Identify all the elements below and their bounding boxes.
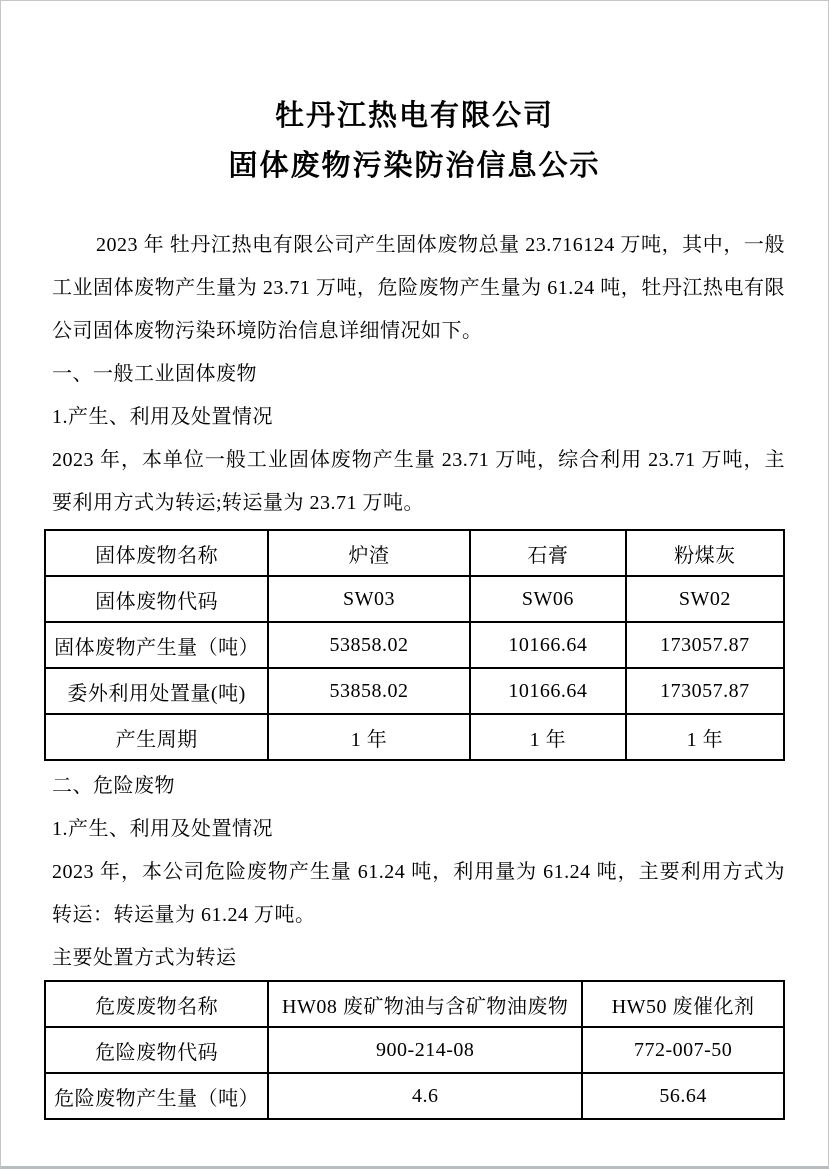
section2-subheading: 1.产生、利用及处置情况 — [52, 818, 273, 840]
hazardous-waste-table — [44, 980, 785, 1120]
document-title-line1: 牡丹江热电有限公司 — [274, 100, 554, 132]
table-row — [45, 668, 784, 714]
value-cell: 粉煤灰 — [626, 530, 784, 576]
value-cell: 772-007-50 — [582, 1027, 784, 1073]
section2-heading: 二、危险废物 — [52, 775, 175, 797]
value-cell: 4.6 — [268, 1073, 582, 1119]
value-cell: 173057.87 — [626, 622, 784, 668]
row-header-cell: 危险废物代码 — [45, 1027, 268, 1073]
section1-subheading: 1.产生、利用及处置情况 — [52, 406, 273, 428]
document-title — [44, 91, 785, 191]
value-cell: HW08 废矿物油与含矿物油废物 — [268, 981, 582, 1027]
value-cell: 1 年 — [470, 714, 626, 760]
section2-paragraph: 2023 年，本公司危险废物产生量 61.24 吨，利用量为 61.24 吨，主要利用方式为转运：转运量为 61.24 万吨。 — [52, 861, 785, 926]
value-cell: 石膏 — [470, 530, 626, 576]
value-cell: HW50 废催化剂 — [582, 981, 784, 1027]
section1-heading: 一、一般工业固体废物 — [52, 363, 257, 385]
table-row — [45, 1073, 784, 1119]
document-content — [1, 91, 828, 1120]
value-cell: 173057.87 — [626, 668, 784, 714]
row-header-cell: 危险废物产生量（吨） — [45, 1073, 268, 1119]
table-row — [45, 981, 784, 1027]
row-header-cell: 固体废物代码 — [45, 576, 268, 622]
table-row — [45, 714, 784, 760]
section2-note: 主要处置方式为转运 — [52, 947, 237, 969]
value-cell: 1 年 — [626, 714, 784, 760]
row-header-cell: 产生周期 — [45, 714, 268, 760]
value-cell: 53858.02 — [268, 622, 470, 668]
table-row — [45, 1027, 784, 1073]
value-cell: SW02 — [626, 576, 784, 622]
table-row — [45, 530, 784, 576]
intro-paragraph: 2023 年 牡丹江热电有限公司产生固体废物总量 23.716124 万吨，其中，一般工业固体废物产生量为 23.71 万吨，危险废物产生量为 61.24 吨，牡丹江热电有限公司固体废物污染环境防治信息详细情况如下。 — [52, 234, 785, 342]
row-header-cell: 固体废物名称 — [45, 530, 268, 576]
value-cell: 900-214-08 — [268, 1027, 582, 1073]
value-cell: 10166.64 — [470, 668, 626, 714]
value-cell: 53858.02 — [268, 668, 470, 714]
table-row — [45, 622, 784, 668]
row-header-cell: 固体废物产生量（吨） — [45, 622, 268, 668]
value-cell: 10166.64 — [470, 622, 626, 668]
value-cell: 1 年 — [268, 714, 470, 760]
value-cell: SW06 — [470, 576, 626, 622]
solid-waste-table — [44, 529, 785, 761]
table-row — [45, 576, 784, 622]
row-header-cell: 危废废物名称 — [45, 981, 268, 1027]
section1-paragraph: 2023 年，本单位一般工业固体废物产生量 23.71 万吨，综合利用 23.71 万吨，主要利用方式为转运;转运量为 23.71 万吨。 — [52, 449, 785, 514]
row-header-cell: 委外利用处置量(吨) — [45, 668, 268, 714]
value-cell: SW03 — [268, 576, 470, 622]
value-cell: 56.64 — [582, 1073, 784, 1119]
document-title-line2: 固体废物污染防治信息公示 — [228, 150, 601, 182]
value-cell: 炉渣 — [268, 530, 470, 576]
